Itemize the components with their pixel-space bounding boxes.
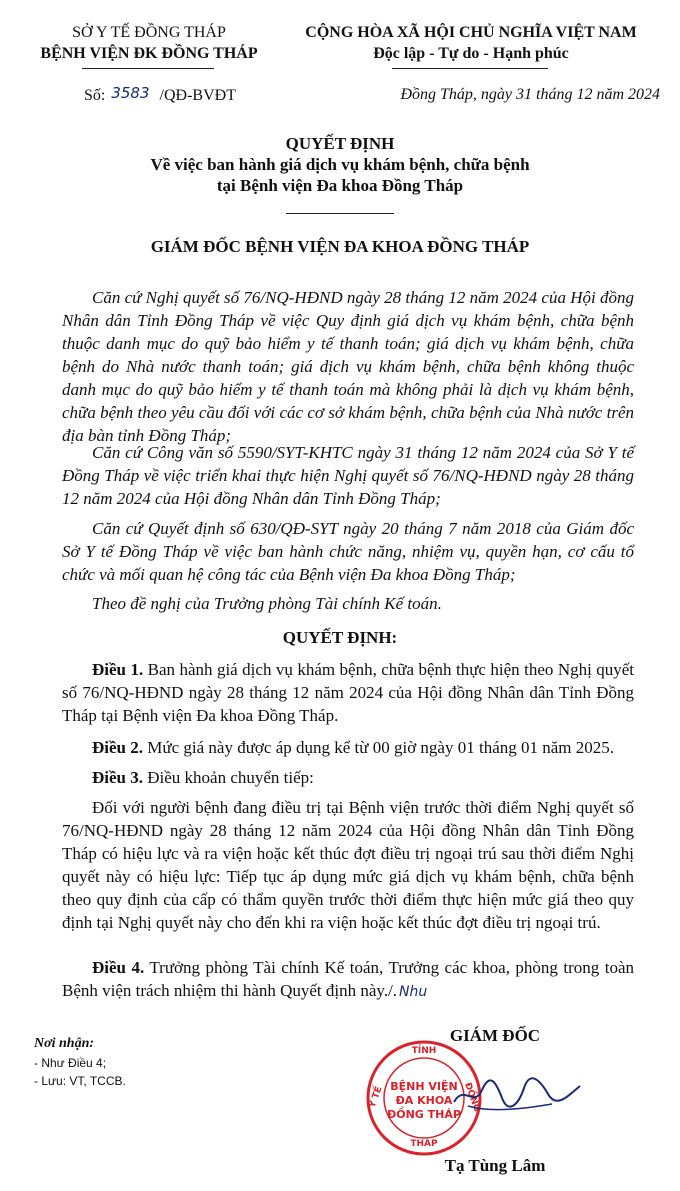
svg-text:Y TẾ: Y TẾ xyxy=(367,1085,385,1110)
svg-text:BỆNH VIỆN: BỆNH VIỆN xyxy=(390,1080,458,1093)
article-2-label: Điều 2. xyxy=(92,738,143,757)
title-underline xyxy=(286,213,394,214)
article-2: Điều 2. Mức giá này được áp dụng kể từ 00 giờ ngày 01 tháng 01 năm 2025. xyxy=(92,738,615,757)
doc-no-handwritten: 3583 xyxy=(111,84,150,102)
recipient-item: - Lưu: VT, TCCB. xyxy=(34,1074,126,1088)
preamble-basis-3: Căn cứ Quyết định số 630/QĐ-SYT ngày 20 tháng 7 năm 2018 của Giám đốc Sở Y tế Đồng Tháp về việc ban hành chức năng, nhiệm vụ, quyền hạn, cơ cấu tổ chức và mối quan hệ công tác của Bệnh viện Đa khoa Đồng Tháp; xyxy=(62,519,634,584)
recipients-block xyxy=(34,1034,254,1090)
issuer-underline xyxy=(82,68,214,69)
issuer-block xyxy=(30,22,268,64)
article-3-label: Điều 3. xyxy=(92,768,143,787)
initial-handwritten: Nhu xyxy=(399,984,428,1000)
preamble-basis-1: Căn cứ Nghị quyết số 76/NQ-HĐND ngày 28 tháng 12 năm 2024 của Hội đồng Nhân dân Tỉnh Đồng Tháp về việc Quy định giá dịch vụ khám bệnh, chữa bệnh thuộc danh mục do quỹ bảo hiểm y tế thanh toán; giá dịch vụ khám bệnh, chữa bệnh do Nhà nước thanh toán; giá dịch vụ khám bệnh, chữa bệnh không thuộc danh mục do quỹ bảo hiểm y tế thanh toán mà không phải là dịch vụ khám bệnh, chữa bệnh theo yêu cầu đối với các cơ sở khám bệnh, chữa bệnh của Nhà nước trên địa bàn tỉnh Đồng Tháp; xyxy=(62,288,634,445)
preamble-basis-2: Căn cứ Công văn số 5590/SYT-KHTC ngày 31 tháng 12 năm 2024 của Sở Y tế Đồng Tháp về việc triển khai thực hiện Nghị quyết số 76/NQ-HĐND ngày 28 tháng 12 năm 2024 của Hội đồng Nhân dân Tỉnh Đồng Tháp; xyxy=(62,443,634,508)
signer-title: GIÁM ĐỐC xyxy=(449,1026,541,1045)
signature-scrawl xyxy=(448,1068,588,1118)
signer-name: Tạ Tùng Lâm xyxy=(444,1156,546,1175)
svg-text:TỈNH: TỈNH xyxy=(411,1046,437,1056)
svg-text:ĐỒNG: ĐỒNG xyxy=(462,1081,482,1114)
document-number xyxy=(84,84,236,107)
article-1: Điều 1. Ban hành giá dịch vụ khám bệnh, chữa bệnh thực hiện theo Nghị quyết số 76/NQ-HĐND ngày 28 tháng 12 năm 2024 của Hội đồng Nhân dân Tỉnh Đồng Tháp tại Bệnh viện Đa khoa Đồng Tháp. xyxy=(62,660,635,725)
issuer-parent-org: SỞ Y TẾ ĐỒNG THÁP xyxy=(72,24,226,41)
issuing-authority: GIÁM ĐỐC BỆNH VIỆN ĐA KHOA ĐỒNG THÁP xyxy=(150,237,530,256)
issuer-org: BỆNH VIỆN ĐK ĐỒNG THÁP xyxy=(40,45,258,62)
article-3: Điều 3. Điều khoản chuyển tiếp: xyxy=(92,768,314,787)
article-4-label: Điều 4. xyxy=(92,958,145,977)
article-1-label: Điều 1. xyxy=(92,660,144,679)
national-motto-block xyxy=(282,22,660,64)
handwritten-signature xyxy=(448,1068,588,1118)
title-heading: QUYẾT ĐỊNH xyxy=(285,134,395,153)
article-4: Điều 4. Trưởng phòng Tài chính Kế toán, Trưởng các khoa, phòng trong toàn Bệnh viện trách nhiệm thi hành Quyết định này./. Nhu xyxy=(62,958,634,1000)
recipient-item: - Như Điều 4; xyxy=(34,1056,107,1070)
document-title xyxy=(0,133,680,196)
preamble-proposal: Theo đề nghị của Trưởng phòng Tài chính Kế toán. xyxy=(92,594,442,613)
recipients-title: Nơi nhận: xyxy=(34,1036,95,1051)
title-subject-line2: tại Bệnh viện Đa khoa Đồng Tháp xyxy=(216,176,464,195)
decision-heading: QUYẾT ĐỊNH: xyxy=(282,628,398,647)
national-name: CỘNG HÒA XÃ HỘI CHỦ NGHĨA VIỆT NAM xyxy=(305,24,637,41)
doc-no-suffix: /QĐ-BVĐT xyxy=(159,87,236,104)
article-3-body: Đối với người bệnh đang điều trị tại Bệnh viện trước thời điểm Nghị quyết số 76/NQ-HĐND ngày 28 tháng 12 năm 2024 của Hội đồng Nhân dân Tỉnh Đồng Tháp có hiệu lực và ra viện hoặc kết thúc đợt điều trị ngoại trú sau thời điểm Nghị quyết này có hiệu lực: Tiếp tục áp dụng mức giá dịch vụ khám bệnh, chữa bệnh theo quy định của cấp có thẩm quyền trước thời điểm thực hiện mức giá theo quy định tại Nghị quyết này cho đến khi ra viện hoặc kết thúc đợt điều trị ngoại trú. xyxy=(62,798,634,932)
title-subject-line1: Về việc ban hành giá dịch vụ khám bệnh, chữa bệnh xyxy=(150,155,530,174)
svg-text:THÁP: THÁP xyxy=(410,1139,438,1149)
doc-no-prefix: Số: xyxy=(84,87,106,104)
national-motto: Độc lập - Tự do - Hạnh phúc xyxy=(373,45,569,62)
place-date: Đồng Tháp, ngày 31 tháng 12 năm 2024 xyxy=(400,86,660,103)
svg-text:ĐA KHOA: ĐA KHOA xyxy=(395,1094,453,1107)
motto-underline xyxy=(392,68,548,69)
svg-text:ĐỒNG THÁP: ĐỒNG THÁP xyxy=(387,1108,461,1121)
